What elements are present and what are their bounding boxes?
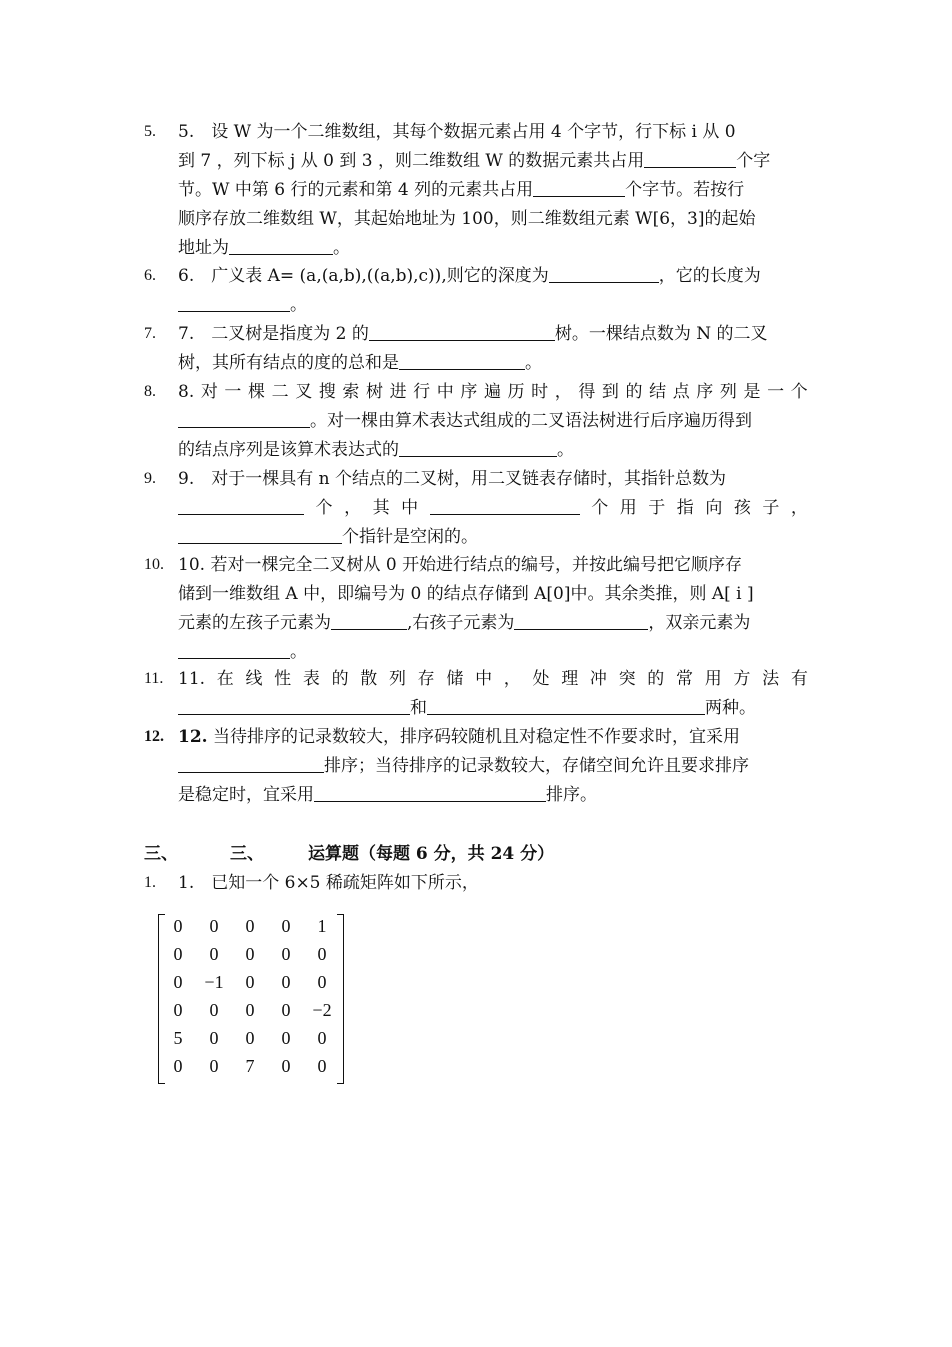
q8-char: 进 (389, 382, 407, 402)
matrix-cell: 0 (281, 916, 291, 936)
q8-char: 到 (601, 382, 619, 402)
q7-line-1 (178, 320, 808, 348)
q5-line-3 (178, 176, 808, 204)
matrix-cell: 0 (173, 1000, 183, 1020)
q9-text-3: 个指针是空闲的。 (342, 527, 478, 547)
q8-line-2 (178, 407, 808, 435)
q8-char: 二 (271, 382, 289, 402)
matrix-cell: 0 (245, 972, 255, 992)
matrix-cell: 0 (281, 1000, 291, 1020)
q10-line-2 (178, 580, 808, 608)
q8-char: 索 (342, 382, 360, 402)
q10-text-3: 元素的左孩子元素为 (178, 613, 331, 633)
blank (314, 781, 546, 802)
matrix-cell: 0 (173, 916, 183, 936)
section-title: 运算题（每题 6 分，共 24 分） (308, 844, 555, 864)
q11-char: 的 (331, 669, 349, 689)
q9-char: 个 (315, 498, 333, 518)
q8-char: 个 (790, 382, 808, 402)
matrix-cell: 0 (317, 972, 327, 992)
question-number: 10. (144, 556, 164, 573)
q5-line-2 (178, 147, 808, 175)
q6-line-2 (178, 291, 808, 319)
section-number-repeat: 三、 (230, 844, 264, 864)
q9-text-1: 9. 对于一棵具有 n 个结点的二叉树，用二叉链表存储时，其指针总数为 (178, 469, 726, 489)
q8-char: 一 (767, 382, 785, 402)
q9-line-2 (178, 494, 808, 522)
q11-text-3: 两种。 (705, 698, 756, 718)
matrix-cell: 0 (245, 1028, 255, 1048)
blank (178, 523, 342, 544)
q11-line-2 (178, 694, 808, 722)
q8-char: 对 (200, 382, 218, 402)
q11-char: 线 (245, 669, 263, 689)
q11-line-1 (178, 665, 808, 693)
matrix-cell: 0 (209, 1000, 219, 1020)
q11-char: 突 (618, 669, 636, 689)
q11-char: 处 (532, 669, 550, 689)
q8-char: 是 (743, 382, 761, 402)
q5-text-3: 个字 (736, 151, 771, 171)
q5-line-1 (178, 118, 808, 146)
q10-line-4 (178, 638, 808, 666)
matrix-cell: 1 (317, 916, 327, 936)
q8-char: 结 (649, 382, 667, 402)
q9-char: 其 (372, 498, 390, 518)
q8-char: 历 (507, 382, 525, 402)
q8-text-2: 。对一棵由算术表达式组成的二叉语法树进行后序遍历得到 (310, 411, 752, 431)
matrix-cell: 0 (317, 1056, 327, 1076)
q12-line-2 (178, 752, 808, 780)
q12-text-4: 排序。 (546, 785, 597, 805)
section-number: 三、 (144, 844, 178, 864)
q10-text-6: 。 (290, 642, 307, 662)
q7-text-2: 树。一棵结点数为 N 的二叉 (554, 324, 768, 344)
q5-text-2: 到 7 ，列下标 j 从 0 到 3 ，则二维数组 W 的数据元素共占用 (178, 151, 645, 171)
q8-char: 序 (696, 382, 714, 402)
matrix-cell: −1 (204, 972, 224, 992)
q8-line-1 (178, 378, 808, 406)
q12-line-3 (178, 781, 808, 809)
matrix-cell: 0 (245, 916, 255, 936)
q9-char: 中 (401, 498, 419, 518)
q11-char: 中 (475, 669, 493, 689)
matrix-cell: 0 (281, 944, 291, 964)
blank (178, 407, 310, 428)
q11-char: 储 (446, 669, 464, 689)
q12-inner-number: 12. (178, 727, 208, 747)
q11-char: 11. (178, 669, 206, 689)
matrix-cell: 0 (209, 916, 219, 936)
question-number: 8. (144, 383, 156, 400)
q9-line-1 (178, 465, 808, 493)
q10-text-1: 10. 若对一棵完全二叉树从 0 开始进行结点的编号，并按此编号把它顺序存 (178, 555, 743, 575)
problem-1-line (178, 869, 808, 897)
matrix-cell: 0 (317, 944, 327, 964)
q7-text-4: 。 (525, 353, 542, 373)
q8-char: 行 (413, 382, 431, 402)
matrix-cell: 0 (281, 1056, 291, 1076)
q11-char: 冲 (589, 669, 607, 689)
matrix-cell: 5 (173, 1028, 183, 1048)
q9-char: ， (344, 498, 362, 518)
q5-text-4: 节。W 中第 6 行的元素和第 4 列的元素共占用 (178, 180, 534, 200)
q11-char: 的 (647, 669, 665, 689)
blank (178, 494, 304, 515)
blank (178, 638, 290, 659)
blank (644, 147, 736, 168)
q5-text-8: 。 (333, 238, 350, 258)
q9-char: 个 (591, 498, 609, 518)
q8-char: 8. (178, 382, 195, 402)
q9-char: 指 (676, 498, 694, 518)
q11-char: 方 (733, 669, 751, 689)
matrix-cell: 7 (245, 1056, 255, 1076)
blank (229, 234, 333, 255)
q11-char: 列 (388, 669, 406, 689)
matrix-cell: 0 (173, 944, 183, 964)
q8-text-3: 的结点序列是该算术表达式的 (178, 440, 399, 460)
blank (369, 320, 555, 341)
blank (178, 291, 290, 312)
q7-text-1: 7. 二叉树是指度为 2 的 (178, 324, 369, 344)
q8-char: 中 (436, 382, 454, 402)
blank (178, 694, 410, 715)
blank (178, 752, 324, 773)
blank (549, 262, 659, 283)
q10-text-2: 储到一维数组 A 中，即编号为 0 的结点存储到 A[0]中。其余类推，则 A[ i ] (178, 584, 754, 604)
sparse-matrix (158, 912, 344, 1084)
q8-char: 时 (531, 382, 549, 402)
q8-text-4: 。 (557, 440, 574, 460)
q10-text-5: ，双亲元素为 (648, 613, 751, 633)
matrix-cell: 0 (317, 1028, 327, 1048)
blank (399, 436, 557, 457)
q11-char: 性 (274, 669, 292, 689)
q8-char: 树 (365, 382, 383, 402)
question-number: 9. (144, 470, 156, 487)
question-number: 11. (144, 670, 164, 687)
q9-char: 于 (648, 498, 666, 518)
q11-char: 有 (790, 669, 808, 689)
q11-char: 散 (360, 669, 378, 689)
question-number: 6. (144, 267, 156, 284)
q8-char: 遍 (483, 382, 501, 402)
q9-char: 向 (705, 498, 723, 518)
q7-text-3: 树，其所有结点的度的总和是 (178, 353, 399, 373)
matrix-cell: −2 (312, 1000, 332, 1020)
matrix-cell: 0 (173, 1056, 183, 1076)
question-number: 7. (144, 325, 156, 342)
q5-text-5: 个字节。若按行 (625, 180, 745, 200)
blank (430, 494, 580, 515)
matrix-cell: 0 (245, 944, 255, 964)
q8-char: 搜 (318, 382, 336, 402)
problem-number: 1. (144, 874, 156, 891)
q10-line-3 (178, 609, 808, 637)
q10-line-1 (178, 551, 808, 579)
q8-line-3 (178, 436, 808, 464)
q5-line-4 (178, 205, 808, 233)
question-number: 12. (144, 728, 164, 745)
q12-text-3: 是稳定时，宜采用 (178, 785, 314, 805)
q9-line-3 (178, 523, 808, 551)
q8-char: 点 (672, 382, 690, 402)
q9-char: ， (790, 498, 808, 518)
q12-line-1 (178, 723, 808, 751)
q11-char: 在 (216, 669, 234, 689)
q5-text-7: 地址为 (178, 238, 229, 258)
matrix-cell: 0 (281, 1028, 291, 1048)
matrix-cell: 0 (173, 972, 183, 992)
q11-char: 常 (676, 669, 693, 689)
q11-char: 存 (417, 669, 435, 689)
matrix-cell: 0 (209, 1056, 219, 1076)
matrix-cell: 0 (281, 972, 291, 992)
blank (427, 694, 705, 715)
matrix-cell: 0 (209, 944, 219, 964)
blank (399, 349, 525, 370)
q8-char: 一 (224, 382, 242, 402)
q6-line-1 (178, 262, 808, 290)
q11-char: 法 (762, 669, 780, 689)
q11-char: 表 (302, 669, 320, 689)
q11-char: 用 (704, 669, 722, 689)
q6-text-3: 。 (290, 295, 307, 315)
q9-char: 用 (619, 498, 637, 518)
q5-text-1: 5. 设 W 为一个二维数组，其每个数据元素占用 4 个字节，行下标 i 从 0 (178, 122, 736, 142)
q7-line-2 (178, 349, 808, 377)
q11-text-2: 和 (410, 698, 427, 718)
matrix-cell: 0 (245, 1000, 255, 1020)
q11-char: ， (503, 669, 521, 689)
q12-text-1: 当待排序的记录数较大，排序码较随机且对稳定性不作要求时，宜采用 (212, 727, 740, 747)
q8-char: 得 (578, 382, 596, 402)
blank (533, 176, 625, 197)
q9-char: 子 (762, 498, 780, 518)
question-number: 5. (144, 123, 156, 140)
blank (331, 609, 407, 630)
q8-char: 棵 (248, 382, 266, 402)
q6-text-2: ，它的长度为 (658, 266, 761, 286)
blank (514, 609, 648, 630)
problem-1-text: 1. 已知一个 6×5 稀疏矩阵如下所示， (178, 873, 479, 893)
q9-char: 孩 (733, 498, 751, 518)
q8-char: 的 (625, 382, 643, 402)
matrix-cell: 0 (209, 1028, 219, 1048)
q5-line-5 (178, 234, 808, 262)
q8-char: 叉 (295, 382, 313, 402)
q11-char: 理 (561, 669, 579, 689)
q8-char: 列 (719, 382, 737, 402)
q10-text-4: ,右孩子元素为 (407, 613, 515, 633)
q6-text-1: 6. 广义表 A= (a,(a,b),((a,b),c)),则它的深度为 (178, 266, 549, 286)
q8-char: 序 (460, 382, 478, 402)
q5-text-6: 顺序存放二维数组 W，其起始地址为 100，则二维数组元素 W[6，3]的起始 (178, 209, 756, 229)
section-heading (144, 840, 554, 868)
q12-text-2: 排序；当待排序的记录数较大，存储空间允许且要求排序 (324, 756, 749, 776)
q8-char: ， (554, 382, 572, 402)
